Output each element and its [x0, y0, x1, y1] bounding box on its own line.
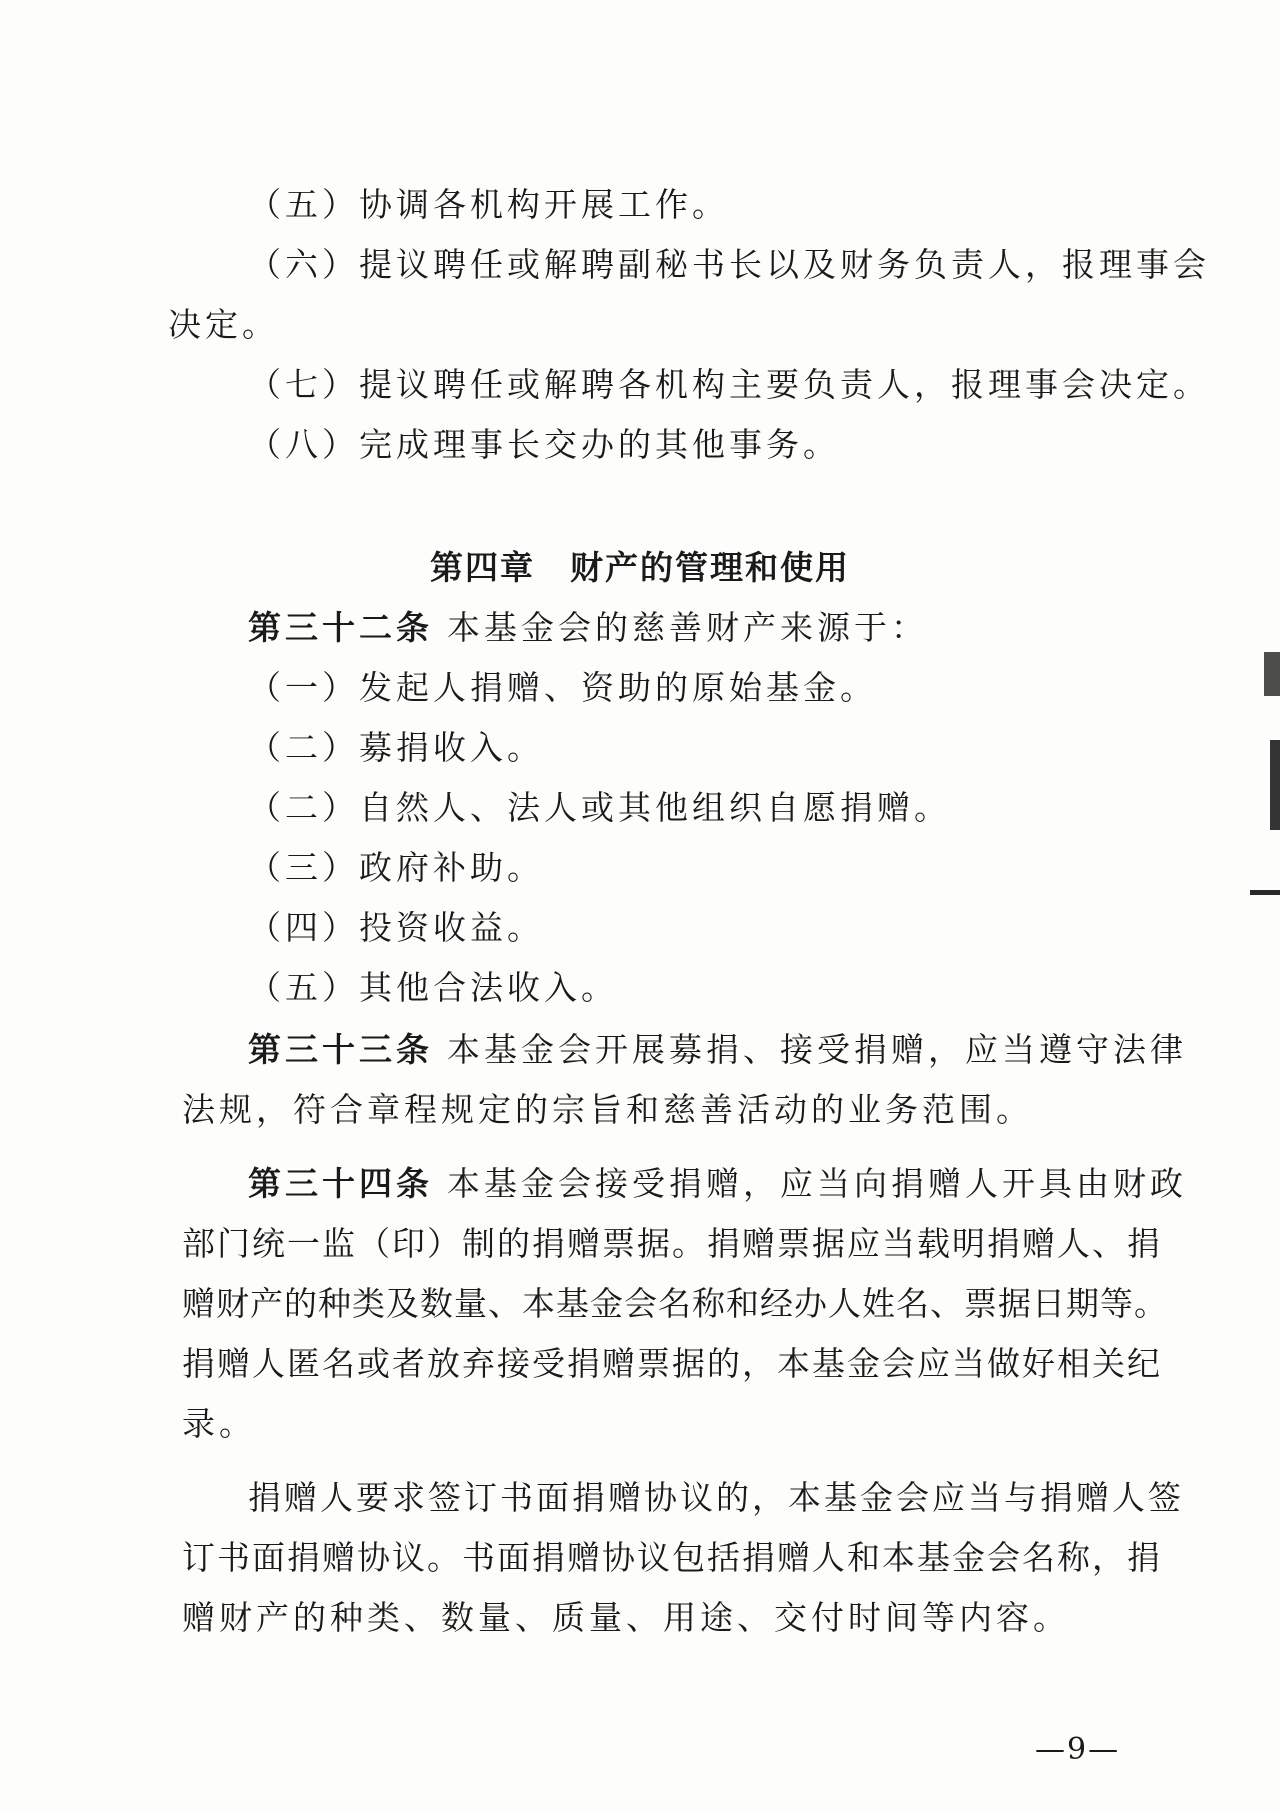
article-32-label: 第三十二条 — [248, 608, 433, 647]
article-33-label: 第三十三条 — [248, 1030, 433, 1069]
article-32-item-5: （四）投资收益。 — [248, 908, 544, 947]
article-32-item-6: （五）其他合法收入。 — [248, 968, 618, 1007]
article-34-para2-line-2: 订书面捐赠协议。书面捐赠协议包括捐赠人和本基金会名称，捐 — [182, 1538, 1162, 1577]
article-34-line-1 — [248, 1164, 1187, 1204]
scan-edge-mark-2 — [1270, 740, 1280, 830]
article-32-item-3: （二）自然人、法人或其他组织自愿捐赠。 — [248, 788, 951, 827]
item-seven: （七）提议聘任或解聘各机构主要负责人，报理事会决定。 — [248, 365, 1210, 404]
article-34-label: 第三十四条 — [248, 1164, 433, 1203]
article-34-para2-line-1: 捐赠人要求签订书面捐赠协议的，本基金会应当与捐赠人签 — [248, 1478, 1184, 1517]
article-32-item-4: （三）政府补助。 — [248, 848, 544, 887]
article-34-line-2: 部门统一监（印）制的捐赠票据。捐赠票据应当载明捐赠人、捐 — [182, 1224, 1162, 1263]
item-six-continued: 决定。 — [168, 305, 279, 344]
item-eight: （八）完成理事长交办的其他事务。 — [248, 425, 840, 464]
scan-edge-mark-3 — [1250, 890, 1280, 895]
scan-edge-mark-1 — [1264, 652, 1280, 696]
article-34-line-4: 捐赠人匿名或者放弃接受捐赠票据的，本基金会应当做好相关纪 — [182, 1344, 1162, 1383]
chapter-title: 第四章 财产的管理和使用 — [430, 548, 850, 587]
article-32-text: 本基金会的慈善财产来源于： — [447, 608, 928, 647]
article-32-item-1: （一）发起人捐赠、资助的原始基金。 — [248, 668, 877, 707]
article-34-line-3: 赠财产的种类及数量、本基金会名称和经办人姓名、票据日期等。 — [182, 1284, 1168, 1323]
article-34-text: 本基金会接受捐赠，应当向捐赠人开具由财政 — [447, 1164, 1187, 1203]
article-33-line-2: 法规，符合章程规定的宗旨和慈善活动的业务范围。 — [182, 1090, 1033, 1129]
article-34-para2-line-3: 赠财产的种类、数量、质量、用途、交付时间等内容。 — [182, 1598, 1070, 1637]
article-32 — [248, 608, 928, 648]
article-34-line-5: 录。 — [182, 1404, 256, 1443]
article-33-text: 本基金会开展募捐、接受捐赠，应当遵守法律 — [447, 1030, 1187, 1069]
article-32-item-2: （二）募捐收入。 — [248, 728, 544, 767]
item-six: （六）提议聘任或解聘副秘书长以及财务负责人，报理事会 — [248, 245, 1210, 284]
item-five: （五）协调各机构开展工作。 — [248, 185, 729, 224]
page-number: —9— — [1035, 1732, 1121, 1767]
article-33-line-1 — [248, 1030, 1187, 1070]
